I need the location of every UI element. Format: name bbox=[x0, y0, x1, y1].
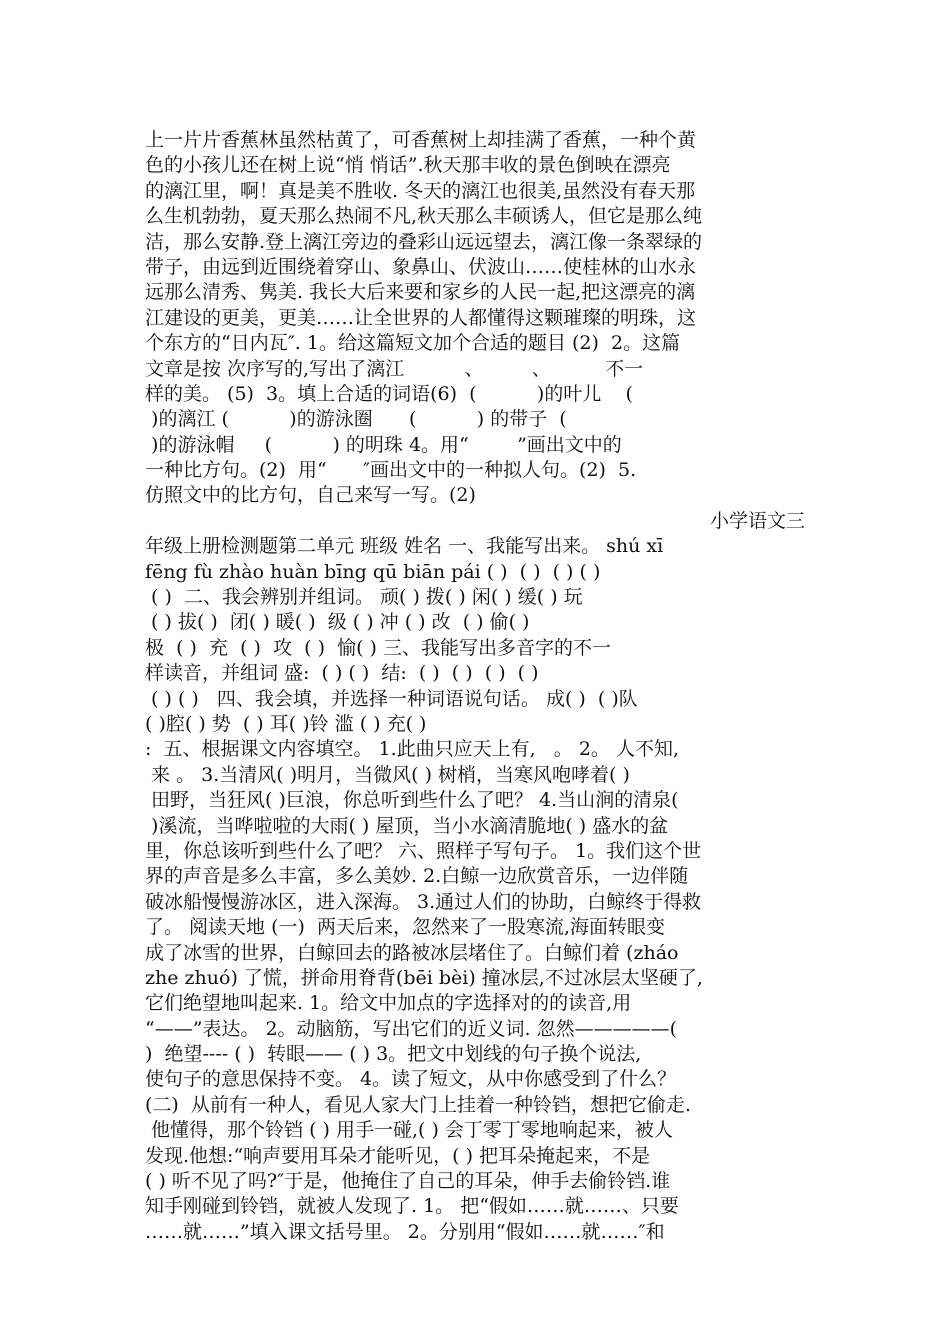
text-line: ( )腔( ) 势 ( ) 耳( )铃 滥 ( ) 充( ) bbox=[145, 712, 427, 735]
text-line: 带子，由远到近围绕着穿山、象鼻山、伏波山……使桂林的山水永 bbox=[145, 255, 697, 278]
text-line: 使句子的意思保持不变。 4。读了短文，从中你感受到了什么？ bbox=[145, 1068, 677, 1091]
text-line: 破冰船慢慢游冰区，进入深海。 3.通过人们的协助，白鲸终于得救 bbox=[145, 890, 702, 913]
text-line: 洁，那么安静.登上漓江旁边的叠彩山远远望去，漓江像一条翠绿的 bbox=[145, 230, 703, 253]
text-line: fēng fù zhào huàn bīng qū biān pái ( ) ( ) ( ) ( ) bbox=[145, 560, 601, 583]
text-line: 来 。 3.当清风( )明月，当微风( ) 树梢，当寒风咆哮着( ) bbox=[145, 763, 630, 786]
text-line: )的漓江 ( )的游泳圈 ( ) 的带子 ( bbox=[145, 408, 567, 431]
text-line: 界的声音是多么丰富，多么美妙. 2.白鲸一边欣赏音乐，一边伴随 bbox=[145, 865, 689, 888]
text-line: 的漓江里，啊！真是美不胜收. 冬天的漓江也很美,虽然没有春天那 bbox=[145, 179, 696, 202]
text-line: zhe zhuó) 了慌，拼命用脊背(bēi bèi) 撞冰层,不过冰层太坚硬了, bbox=[145, 966, 703, 989]
document-page bbox=[145, 128, 805, 1245]
text-line: ( ) 拔( ) 闭( ) 暖( ) 级 ( ) 冲 ( ) 改 ( ) 偷( ) bbox=[145, 611, 530, 634]
text-line: 远那么清秀、隽美. 我长大后来要和家乡的人民一起,把这漂亮的漓 bbox=[145, 281, 696, 304]
text-line: 了。 阅读天地 (一) 两天后来，忽然来了一股寒流,海面转眼变 bbox=[145, 916, 666, 939]
text-line: 它们绝望地叫起来. 1。给文中加点的字选择对的的读音,用 bbox=[145, 992, 632, 1015]
text-line: ( ) ( ) 四、我会填，并选择一种词语说句话。 成( ) ( )队 bbox=[145, 687, 638, 710]
text-line: 上一片片香蕉林虽然枯黄了，可香蕉树上却挂满了香蕉，一种个黄 bbox=[145, 129, 697, 151]
text-line: 田野，当狂风( )巨浪，你总听到些什么了吧？ 4.当山涧的清泉( bbox=[145, 789, 679, 812]
text-line: ( ) 二、我会辨别并组词。 顽( ) 拨( ) 闲( ) 缓( ) 玩 bbox=[145, 586, 583, 609]
text-line: 样读音，并组词 盛: ( ) ( ) 结: ( ) ( ) ( ) ( ) bbox=[145, 662, 539, 685]
text-line: ……就……”填入课文括号里。 2。分别用“假如……就……″和 bbox=[145, 1220, 665, 1243]
text-line: 他懂得，那个铃铛 ( ) 用手一碰,( ) 会丁零丁零地响起来，被人 bbox=[145, 1119, 673, 1142]
text-line: 仿照文中的比方句，自己来写一写。(2) bbox=[145, 484, 476, 507]
text-line: 文章是按 次序写的,写出了漓江 、 、 不一 bbox=[145, 357, 644, 380]
text-line: ( ) 听不见了吗?″于是，他掩住了自己的耳朵，伸手去偷铃铛.谁 bbox=[145, 1170, 671, 1193]
text-line: 色的小孩儿还在树上说“悄 悄话”.秋天那丰收的景色倒映在漂亮 bbox=[145, 154, 671, 177]
section-title-line: 小学语文三 bbox=[709, 509, 805, 532]
text-line: 成了冰雪的世界，白鲸回去的路被冰层堵住了。白鲸们着 (zháo bbox=[145, 941, 679, 964]
text-line: 一种比方句。(2) 用“ ″画出文中的一种拟人句。(2) 5. bbox=[145, 459, 637, 482]
text-line: 么生机勃勃，夏天那么热闹不凡,秋天那么丰硕诱人，但它是那么纯 bbox=[145, 205, 703, 228]
text-line: )溪流，当哗啦啦的大雨( ) 屋顶，当小水滴清脆地( ) 盛水的盆 bbox=[145, 814, 669, 837]
text-line: 发现.他想:“响声要用耳朵才能听见，( ) 把耳朵掩起来，不是 bbox=[145, 1144, 651, 1167]
text-line: : 五、根据课文内容填空。 1.此曲只应天上有, 。 2。 人不知, bbox=[145, 738, 680, 761]
text-line: “——”表达。 2。动脑筋，写出它们的近义词. 忽然—————( bbox=[145, 1017, 678, 1040]
text-line: 个东方的“日内瓦″. 1。给这篇短文加个合适的题目 (2) 2。这篇 bbox=[145, 332, 681, 355]
text-line: )的游泳帽 ( ) 的明珠 4。用“ ”画出文中的 bbox=[145, 433, 622, 456]
text-line: ) 绝望---- ( ) 转眼—— ( ) 3。把文中划线的句子换个说法, bbox=[145, 1043, 642, 1066]
text-line: 样的美。 (5) 3。填上合适的词语(6) ( )的叶儿 ( bbox=[145, 382, 633, 405]
text-line: (二) 从前有一种人，看见人家大门上挂着一种铃铛，想把它偷走. bbox=[145, 1093, 691, 1116]
text-line: 江建设的更美，更美……让全世界的人都懂得这颗璀璨的明珠，这 bbox=[145, 306, 697, 329]
text-line: 年级上册检测题第二单元 班级 姓名 一、我能写出来。 shú xī bbox=[145, 535, 664, 558]
text-line: 极 ( ) 充 ( ) 攻 ( ) 愉( ) 三、我能写出多音字的不一 bbox=[145, 636, 611, 659]
text-line: 知手刚碰到铃铛，就被人发现了. 1。 把“假如……就……、只要 bbox=[145, 1195, 679, 1218]
text-line: 里，你总该听到些什么了吧？ 六、照样子写句子。 1。我们这个世 bbox=[145, 839, 702, 862]
